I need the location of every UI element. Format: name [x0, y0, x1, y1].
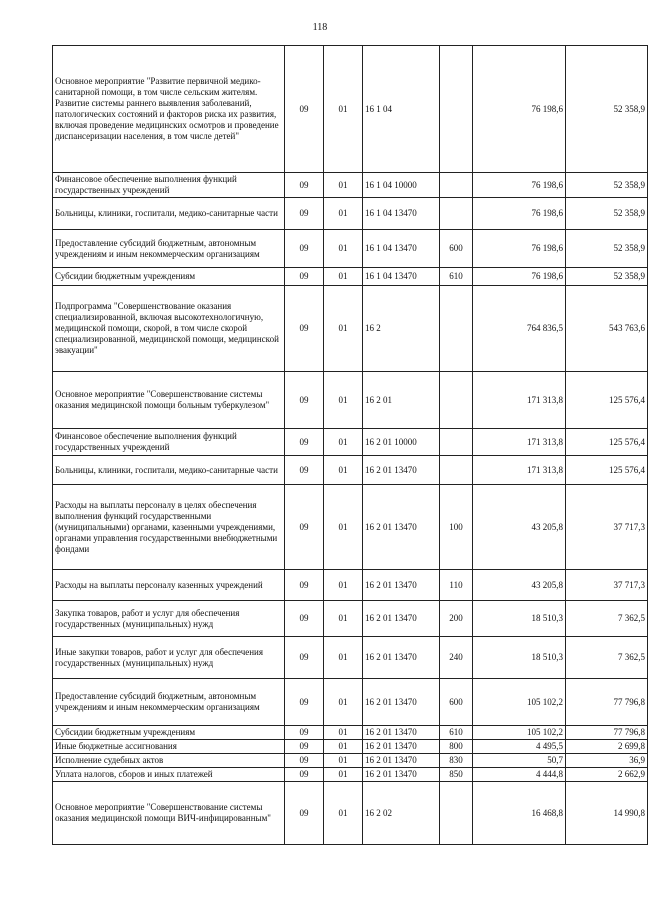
- row-name: Субсидии бюджетным учреждениям: [53, 268, 285, 286]
- row-name: Основное мероприятие "Совершенствование системы оказания медицинской помощи ВИЧ-инфицированным": [53, 782, 285, 845]
- row-subsection: 01: [324, 286, 363, 372]
- row-name: Закупка товаров, работ и услуг для обеспечения государственных (муниципальных) нужд: [53, 601, 285, 637]
- row-target-article: 16 2 01 13470: [363, 570, 440, 601]
- table-row: [53, 429, 648, 456]
- row-amount-actual: 52 358,9: [566, 268, 648, 286]
- table-row: [53, 601, 648, 637]
- row-amount-actual: 125 576,4: [566, 372, 648, 429]
- row-amount-actual: 52 358,9: [566, 198, 648, 230]
- row-name: Подпрограмма "Совершенствование оказания специализированной, включая высокотехнологичную, медицинской помощи, скорой, в том числе скорой специализированной, медицинской помощи, медицинской эвакуации": [53, 286, 285, 372]
- row-subsection: 01: [324, 485, 363, 570]
- row-amount-actual: 52 358,9: [566, 173, 648, 198]
- row-section: 09: [285, 768, 324, 782]
- row-amount-actual: 7 362,5: [566, 601, 648, 637]
- row-target-article: 16 2 01 13470: [363, 726, 440, 740]
- row-name: Иные бюджетные ассигнования: [53, 740, 285, 754]
- row-expense-type: 200: [440, 601, 473, 637]
- row-section: 09: [285, 570, 324, 601]
- row-amount-actual: 52 358,9: [566, 230, 648, 268]
- row-target-article: 16 2 01 13470: [363, 601, 440, 637]
- row-subsection: 01: [324, 372, 363, 429]
- table-row: [53, 570, 648, 601]
- row-subsection: 01: [324, 46, 363, 173]
- table-row: [53, 768, 648, 782]
- row-expense-type: 240: [440, 637, 473, 679]
- row-amount-actual: 36,9: [566, 754, 648, 768]
- row-expense-type: 600: [440, 230, 473, 268]
- row-amount-actual: 52 358,9: [566, 46, 648, 173]
- row-amount-plan: 4 444,8: [473, 768, 566, 782]
- row-name: Расходы на выплаты персоналу в целях обеспечения выполнения функций государственными (муниципальными) органами, казенными учреждениями, органами управления государственными внебюджетными фондами: [53, 485, 285, 570]
- row-amount-actual: 37 717,3: [566, 485, 648, 570]
- row-amount-plan: 105 102,2: [473, 679, 566, 726]
- row-subsection: 01: [324, 198, 363, 230]
- row-name: Уплата налогов, сборов и иных платежей: [53, 768, 285, 782]
- row-name: Больницы, клиники, госпитали, медико-санитарные части: [53, 198, 285, 230]
- row-expense-type: 850: [440, 768, 473, 782]
- row-amount-plan: 76 198,6: [473, 230, 566, 268]
- budget-table: [52, 45, 648, 845]
- row-section: 09: [285, 726, 324, 740]
- row-amount-plan: 171 313,8: [473, 372, 566, 429]
- row-amount-plan: 16 468,8: [473, 782, 566, 845]
- row-amount-actual: 2 662,9: [566, 768, 648, 782]
- row-section: 09: [285, 637, 324, 679]
- row-target-article: 16 2 01: [363, 372, 440, 429]
- row-section: 09: [285, 679, 324, 726]
- row-name: Предоставление субсидий бюджетным, автономным учреждениям и иным некоммерческим организациям: [53, 679, 285, 726]
- row-expense-type: 830: [440, 754, 473, 768]
- row-amount-actual: 14 990,8: [566, 782, 648, 845]
- row-target-article: 16 1 04 13470: [363, 230, 440, 268]
- row-target-article: 16 1 04 13470: [363, 268, 440, 286]
- row-amount-actual: 125 576,4: [566, 456, 648, 485]
- table-row: [53, 230, 648, 268]
- row-target-article: 16 2 01 13470: [363, 754, 440, 768]
- table-row: [53, 754, 648, 768]
- row-section: 09: [285, 456, 324, 485]
- table-row: [53, 679, 648, 726]
- row-expense-type: 100: [440, 485, 473, 570]
- row-subsection: 01: [324, 740, 363, 754]
- table-body: [53, 46, 648, 845]
- row-subsection: 01: [324, 637, 363, 679]
- row-amount-actual: 543 763,6: [566, 286, 648, 372]
- row-name: Больницы, клиники, госпитали, медико-санитарные части: [53, 456, 285, 485]
- page-number: 118: [312, 22, 328, 33]
- row-amount-plan: 76 198,6: [473, 198, 566, 230]
- table-row: [53, 173, 648, 198]
- row-target-article: 16 1 04 13470: [363, 198, 440, 230]
- row-subsection: 01: [324, 782, 363, 845]
- row-amount-actual: 7 362,5: [566, 637, 648, 679]
- row-name: Исполнение судебных актов: [53, 754, 285, 768]
- row-section: 09: [285, 601, 324, 637]
- row-name: Предоставление субсидий бюджетным, автономным учреждениям и иным некоммерческим организациям: [53, 230, 285, 268]
- row-subsection: 01: [324, 570, 363, 601]
- row-expense-type: [440, 429, 473, 456]
- row-target-article: 16 2 01 10000: [363, 429, 440, 456]
- row-target-article: 16 2 01 13470: [363, 485, 440, 570]
- row-amount-actual: 77 796,8: [566, 726, 648, 740]
- row-expense-type: [440, 372, 473, 429]
- row-subsection: 01: [324, 173, 363, 198]
- table-row: [53, 456, 648, 485]
- row-expense-type: [440, 46, 473, 173]
- row-amount-actual: 125 576,4: [566, 429, 648, 456]
- row-target-article: 16 2 01 13470: [363, 768, 440, 782]
- row-amount-plan: 18 510,3: [473, 637, 566, 679]
- row-expense-type: [440, 173, 473, 198]
- row-amount-plan: 171 313,8: [473, 429, 566, 456]
- table-row: [53, 485, 648, 570]
- row-subsection: 01: [324, 268, 363, 286]
- row-section: 09: [285, 230, 324, 268]
- row-name: Основное мероприятие "Совершенствование системы оказания медицинской помощи больным туберкулезом": [53, 372, 285, 429]
- row-name: Основное мероприятие "Развитие первичной медико-санитарной помощи, в том числе сельским жителям. Развитие системы раннего выявления заболеваний, патологических состояний и факторов риска их развития, включая проведение медицинских осмотров и проведение диспансеризации населения, в том числе детей": [53, 46, 285, 173]
- row-amount-actual: 77 796,8: [566, 679, 648, 726]
- table-row: [53, 198, 648, 230]
- row-expense-type: 600: [440, 679, 473, 726]
- row-name: Финансовое обеспечение выполнения функций государственных учреждений: [53, 429, 285, 456]
- row-name: Иные закупки товаров, работ и услуг для обеспечения государственных (муниципальных) нужд: [53, 637, 285, 679]
- row-amount-plan: 50,7: [473, 754, 566, 768]
- row-expense-type: 110: [440, 570, 473, 601]
- row-amount-plan: 76 198,6: [473, 173, 566, 198]
- row-subsection: 01: [324, 768, 363, 782]
- row-amount-plan: 76 198,6: [473, 268, 566, 286]
- row-expense-type: 610: [440, 726, 473, 740]
- row-subsection: 01: [324, 601, 363, 637]
- row-section: 09: [285, 173, 324, 198]
- row-amount-plan: 43 205,8: [473, 570, 566, 601]
- table-row: [53, 726, 648, 740]
- row-amount-plan: 76 198,6: [473, 46, 566, 173]
- row-name: Финансовое обеспечение выполнения функций государственных учреждений: [53, 173, 285, 198]
- row-amount-plan: 18 510,3: [473, 601, 566, 637]
- row-section: 09: [285, 740, 324, 754]
- row-expense-type: [440, 782, 473, 845]
- row-target-article: 16 1 04 10000: [363, 173, 440, 198]
- row-name: Расходы на выплаты персоналу казенных учреждений: [53, 570, 285, 601]
- row-section: 09: [285, 782, 324, 845]
- row-amount-plan: 764 836,5: [473, 286, 566, 372]
- row-target-article: 16 1 04: [363, 46, 440, 173]
- row-expense-type: [440, 456, 473, 485]
- row-subsection: 01: [324, 429, 363, 456]
- row-amount-plan: 105 102,2: [473, 726, 566, 740]
- table-row: [53, 46, 648, 173]
- row-section: 09: [285, 429, 324, 456]
- row-amount-plan: 171 313,8: [473, 456, 566, 485]
- table-row: [53, 637, 648, 679]
- row-section: 09: [285, 198, 324, 230]
- row-section: 09: [285, 485, 324, 570]
- row-target-article: 16 2: [363, 286, 440, 372]
- row-section: 09: [285, 754, 324, 768]
- row-target-article: 16 2 02: [363, 782, 440, 845]
- row-expense-type: [440, 198, 473, 230]
- row-section: 09: [285, 372, 324, 429]
- row-subsection: 01: [324, 230, 363, 268]
- table-row: [53, 268, 648, 286]
- row-subsection: 01: [324, 456, 363, 485]
- table-row: [53, 372, 648, 429]
- table-row: [53, 740, 648, 754]
- row-subsection: 01: [324, 726, 363, 740]
- row-expense-type: [440, 286, 473, 372]
- row-subsection: 01: [324, 754, 363, 768]
- row-expense-type: 610: [440, 268, 473, 286]
- row-subsection: 01: [324, 679, 363, 726]
- row-target-article: 16 2 01 13470: [363, 740, 440, 754]
- row-target-article: 16 2 01 13470: [363, 637, 440, 679]
- row-amount-actual: 2 699,8: [566, 740, 648, 754]
- table-row: [53, 782, 648, 845]
- row-section: 09: [285, 268, 324, 286]
- row-section: 09: [285, 46, 324, 173]
- row-target-article: 16 2 01 13470: [363, 456, 440, 485]
- row-target-article: 16 2 01 13470: [363, 679, 440, 726]
- row-amount-plan: 4 495,5: [473, 740, 566, 754]
- row-section: 09: [285, 286, 324, 372]
- table-row: [53, 286, 648, 372]
- row-expense-type: 800: [440, 740, 473, 754]
- row-name: Субсидии бюджетным учреждениям: [53, 726, 285, 740]
- row-amount-plan: 43 205,8: [473, 485, 566, 570]
- row-amount-actual: 37 717,3: [566, 570, 648, 601]
